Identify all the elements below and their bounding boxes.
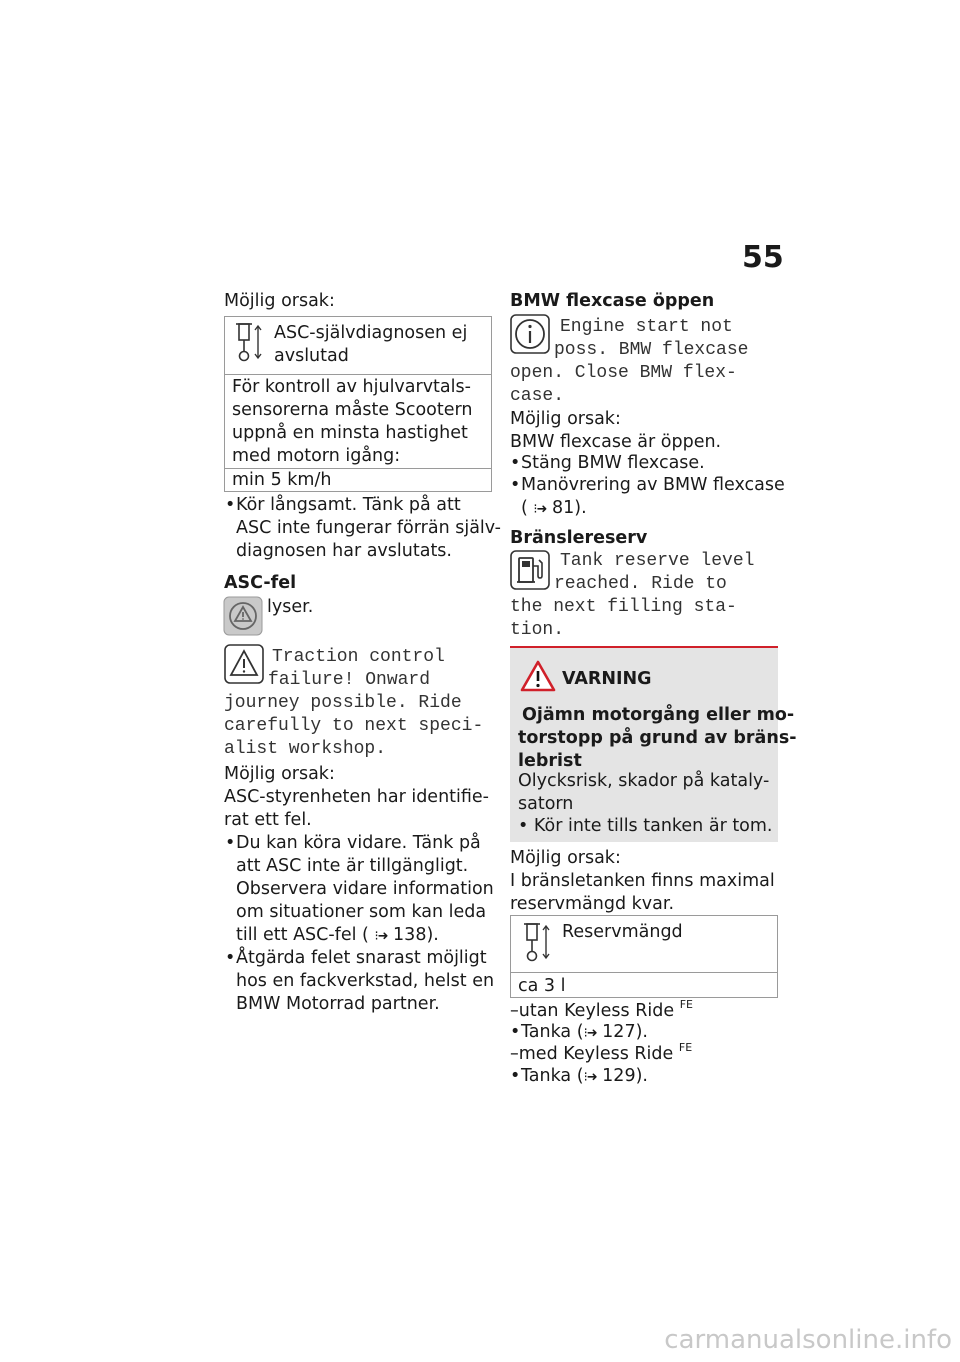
list-item: • Stäng BMW flexcase.	[521, 452, 705, 475]
warning-heading: torstopp på grund av bräns-	[518, 728, 797, 748]
display-message: Tank reserve level	[560, 551, 755, 571]
reference-page: 138).	[393, 925, 439, 945]
table-value: min 5 km/h	[232, 470, 332, 490]
reference-page: 129).	[602, 1066, 648, 1086]
reference-arrow-icon: ⁝➜	[583, 1026, 597, 1041]
cause-heading: Möjlig orsak:	[510, 409, 621, 429]
cause-heading: Möjlig orsak:	[224, 291, 335, 311]
measure-gauge-icon	[234, 322, 266, 364]
warning-triangle-icon	[224, 644, 264, 684]
variant-code: FE	[678, 1041, 693, 1054]
display-message: alist workshop.	[224, 739, 387, 759]
table-desc: uppnå en minsta hastighet	[232, 423, 468, 443]
display-message: failure! Onward	[268, 670, 431, 690]
list-item: • Manövrering av BMW flexcase	[521, 474, 785, 497]
list-item: • Du kan köra vidare. Tänk på	[236, 832, 481, 855]
display-message: open. Close BMW flex-	[510, 363, 737, 383]
display-message: the next filling sta-	[510, 597, 737, 617]
list-item: om situationer som kan leda	[236, 902, 487, 922]
table-row-title: avslutad	[274, 346, 349, 366]
reference-text: till ett ASC-fel (	[236, 925, 369, 945]
warning-heading: lebrist	[518, 751, 582, 771]
list-item: diagnosen har avslutats.	[236, 541, 452, 561]
warning-text: satorn	[518, 794, 574, 814]
reference-arrow-icon: ⁝➜	[583, 1070, 597, 1085]
page-reference[interactable]	[521, 1021, 648, 1045]
warning-title: VARNING	[562, 669, 652, 689]
list-item: ASC inte fungerar förrän själv-	[236, 518, 501, 538]
cause-heading: Möjlig orsak:	[224, 764, 335, 784]
fuel-pump-icon	[510, 550, 550, 590]
display-message: Traction control	[272, 647, 445, 667]
cause-text: ASC-styrenheten har identifie-	[224, 787, 489, 807]
table-divider	[224, 374, 492, 375]
warning-bullet: • Kör inte tills tanken är tom.	[518, 816, 773, 836]
info-icon	[510, 314, 550, 354]
table-desc: med motorn igång:	[232, 446, 401, 466]
table-row-title: Reservmängd	[562, 922, 683, 942]
page-reference[interactable]	[236, 924, 439, 948]
list-item: • Kör långsamt. Tänk på att	[236, 494, 461, 517]
warning-heading: Ojämn motorgång eller mo-	[522, 705, 795, 725]
display-message: poss. BMW flexcase	[554, 340, 749, 360]
section-heading-flexcase: BMW flexcase öppen	[510, 291, 715, 311]
cause-text: I bränsletanken finns maximal	[510, 871, 775, 891]
measure-gauge-icon	[522, 922, 554, 964]
cause-heading: Möjlig orsak:	[510, 848, 621, 868]
table-divider	[510, 972, 778, 973]
watermark	[0, 1325, 960, 1355]
list-item: • Åtgärda felet snarast möjligt	[236, 947, 487, 970]
page-reference[interactable]	[521, 1065, 648, 1089]
warning-icon	[520, 660, 556, 692]
reference-arrow-icon: ⁝➜	[374, 929, 388, 944]
list-item: att ASC inte är tillgängligt.	[236, 856, 469, 876]
page-number: 55	[742, 240, 784, 275]
table-value: ca 3 l	[518, 976, 566, 996]
page-reference[interactable]	[521, 497, 587, 521]
variant-text: –utan Keyless Ride	[510, 1001, 675, 1021]
watermark-text: carmanualsonline.info	[664, 1325, 952, 1355]
warning-text: Olycksrisk, skador på kataly-	[518, 771, 770, 791]
display-message: case.	[510, 386, 565, 406]
variant-label	[510, 1043, 692, 1067]
cause-text: BMW flexcase är öppen.	[510, 432, 722, 452]
variant-code: FE	[679, 998, 693, 1011]
asc-lights-text: lyser.	[267, 597, 314, 617]
reference-text: Tanka (	[521, 1066, 584, 1086]
cause-text: rat ett fel.	[224, 810, 312, 830]
table-desc: sensorerna måste Scootern	[232, 400, 473, 420]
display-message: tion.	[510, 620, 565, 640]
asc-warning-icon	[223, 596, 263, 636]
display-message: reached. Ride to	[554, 574, 727, 594]
cause-text: reservmängd kvar.	[510, 894, 675, 914]
variant-text: –med Keyless Ride	[510, 1044, 674, 1064]
table-desc: För kontroll av hjulvarvtals-	[232, 377, 471, 397]
list-item: BMW Motorrad partner.	[236, 994, 440, 1014]
reference-text: (	[521, 498, 528, 518]
reference-arrow-icon: ⁝➜	[533, 502, 547, 517]
reference-text: Tanka (	[521, 1022, 584, 1042]
section-heading-asc: ASC-fel	[224, 573, 297, 593]
section-heading-fuel: Bränslereserv	[510, 528, 648, 548]
table-row-title: ASC-självdiagnosen ej	[274, 323, 468, 343]
reference-page: 127).	[602, 1022, 648, 1042]
display-message: Engine start not	[560, 317, 733, 337]
list-item: hos en fackverkstad, helst en	[236, 971, 495, 991]
warning-bullet-text: Kör inte tills tanken är tom.	[533, 816, 773, 836]
reference-page: 81).	[552, 498, 587, 518]
list-item: Observera vidare information	[236, 879, 494, 899]
display-message: carefully to next speci-	[224, 716, 484, 736]
display-message: journey possible. Ride	[224, 693, 462, 713]
